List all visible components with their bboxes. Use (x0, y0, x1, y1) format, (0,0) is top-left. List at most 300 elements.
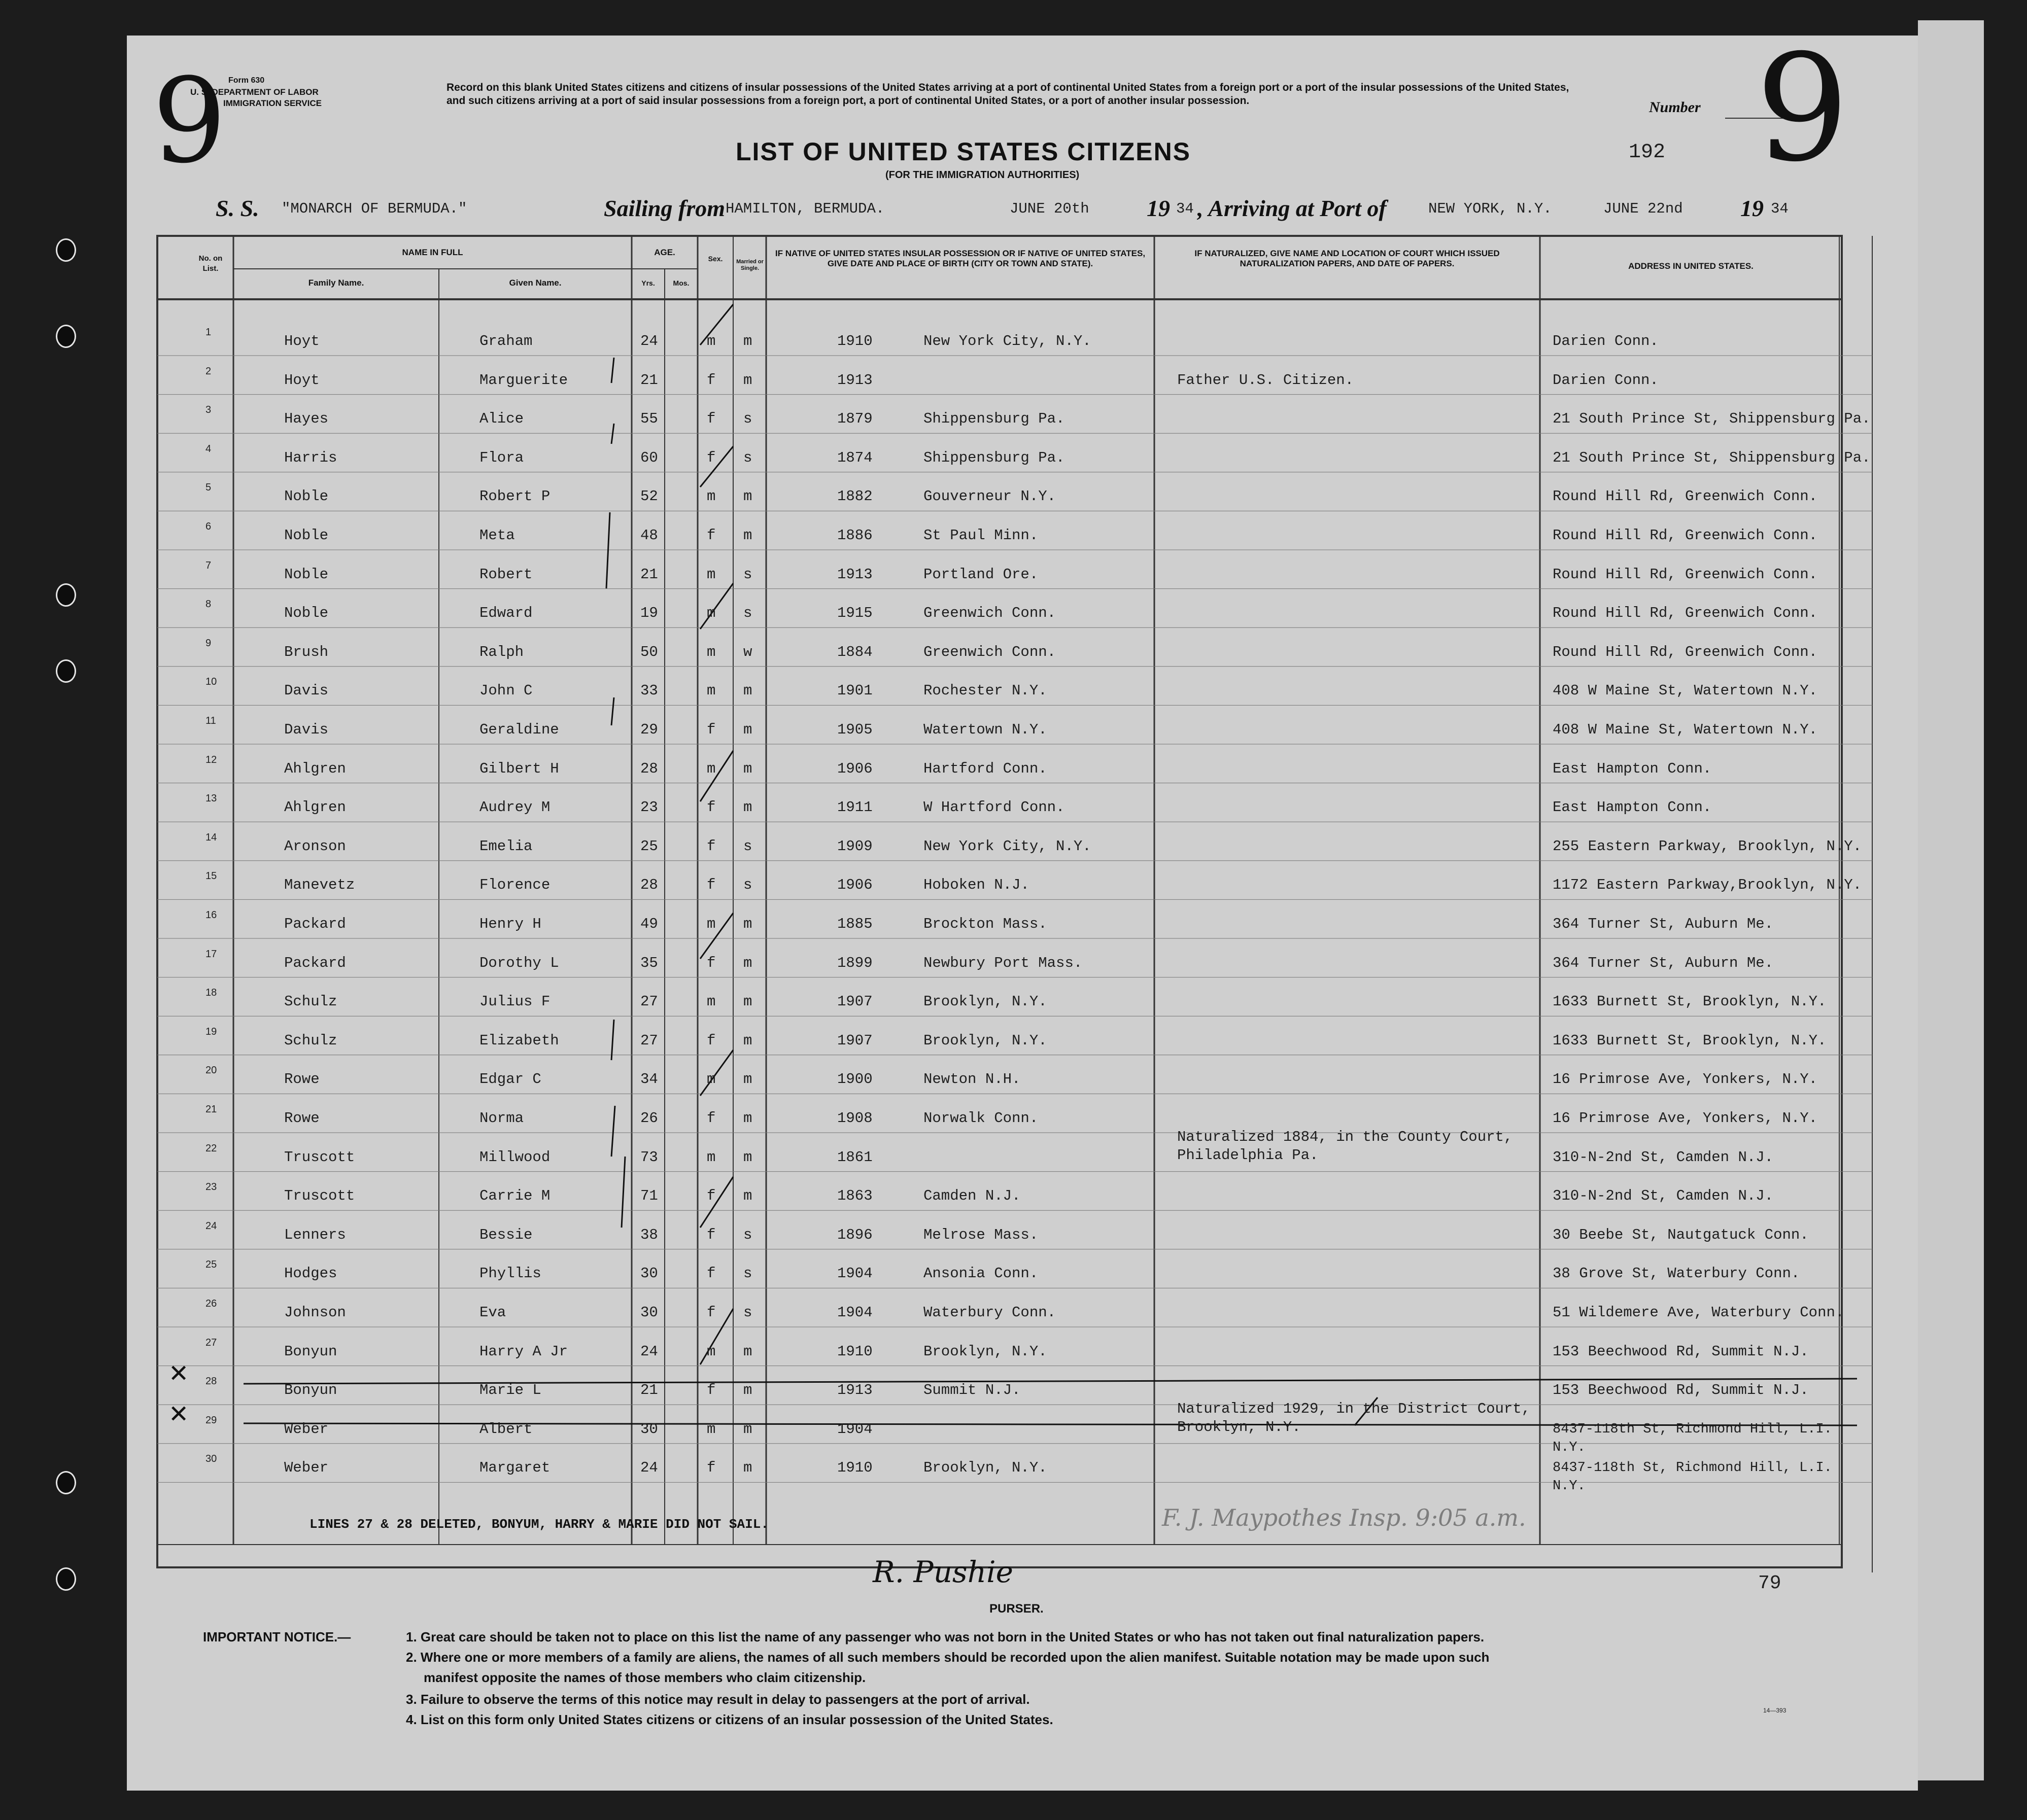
birth-year: 1901 (837, 682, 873, 699)
birth-year: 1886 (837, 527, 873, 544)
sex: f (707, 954, 716, 971)
row-number: 13 (205, 793, 217, 804)
family-name: Davis (284, 721, 329, 738)
birth-place: New York City, N.Y. (923, 837, 1091, 855)
age-years: 73 (640, 1148, 658, 1166)
age-years: 27 (640, 1032, 658, 1049)
birth-year: 1913 (837, 1382, 873, 1399)
birth-place: Gouverneur N.Y. (923, 488, 1056, 505)
marital-status: m (743, 1148, 752, 1166)
birth-place: Portland Ore. (923, 566, 1039, 583)
row-number: 12 (205, 754, 217, 765)
sex: m (707, 643, 716, 660)
marital-status: m (743, 682, 752, 699)
birth-year: 1915 (837, 605, 873, 622)
family-name: Harris (284, 449, 337, 466)
row-number: 5 (205, 482, 212, 494)
department-label: U. S. DEPARTMENT OF LABOR (190, 87, 319, 97)
header-naturalized: IF NATURALIZED, GIVE NAME AND LOCATION OF COURT WHICH ISSUED NATURALIZATION PAPERS, AND DATE OF PAPERS. (1194, 249, 1500, 268)
birth-year: 1910 (837, 1343, 873, 1360)
birth-place: W Hartford Conn. (923, 799, 1065, 816)
family-name: Hoyt (284, 333, 320, 349)
birth-place: Ansonia Conn. (923, 1265, 1039, 1282)
page-title: LIST OF UNITED STATES CITIZENS (736, 137, 1191, 166)
age-years: 26 (640, 1110, 658, 1127)
row-number: 4 (205, 443, 212, 454)
sex: f (707, 1110, 716, 1127)
table-row (0, 1453, 2027, 1497)
given-name: Flora (479, 449, 524, 466)
us-address: 8437-118th St, Richmond Hill, L.I. N.Y. (1553, 1421, 1832, 1455)
birth-year: 1896 (837, 1226, 873, 1243)
birth-place: New York City, N.Y. (923, 333, 1091, 349)
given-name: Edward (479, 605, 533, 622)
row-number: 23 (205, 1181, 217, 1193)
marital-status: s (743, 566, 752, 583)
family-name: Noble (284, 488, 329, 505)
us-address: Darien Conn. (1553, 371, 1659, 389)
family-name: Hayes (284, 410, 329, 428)
given-name: Audrey M (479, 799, 551, 816)
table-row (0, 404, 2027, 448)
given-name: Edgar C (479, 1071, 541, 1088)
sex: m (707, 566, 716, 583)
given-name: Elizabeth (479, 1032, 559, 1049)
given-name: Millwood (479, 1148, 551, 1166)
given-name: Ralph (479, 643, 524, 660)
row-number: 3 (205, 404, 212, 416)
family-name: Schulz (284, 993, 337, 1010)
row-number: 19 (205, 1026, 217, 1037)
family-name: Packard (284, 954, 346, 971)
birth-place: Brooklyn, N.Y. (923, 1032, 1047, 1049)
us-address: 310-N-2nd St, Camden N.J. (1553, 1148, 1774, 1166)
arriving-label: , Arriving at Port of (1197, 195, 1387, 221)
marital-status: m (743, 993, 752, 1010)
arrival-port: NEW YORK, N.Y. (1428, 200, 1552, 217)
purser-label: PURSER. (989, 1602, 1044, 1616)
table-row (0, 327, 2027, 371)
marital-status: w (743, 643, 752, 660)
marital-status: m (743, 1187, 752, 1205)
marital-status: m (743, 721, 752, 738)
family-name: Packard (284, 916, 346, 932)
sex: m (707, 682, 716, 699)
table-row (0, 1376, 2027, 1420)
sail-year-prefix: 19 (1147, 195, 1170, 221)
us-address: 1633 Burnett St, Brooklyn, N.Y. (1553, 1032, 1827, 1049)
us-address: 30 Beebe St, Nautgatuck Conn. (1553, 1226, 1809, 1243)
marital-status: m (743, 1032, 752, 1049)
given-name: Eva (479, 1304, 506, 1321)
marital-status: s (743, 1304, 752, 1321)
row-number: 25 (205, 1259, 217, 1271)
birth-year: 1911 (837, 799, 873, 816)
birth-place: Shippensburg Pa. (923, 449, 1065, 466)
sex: f (707, 1226, 716, 1243)
age-years: 30 (640, 1420, 658, 1438)
birth-place: Brooklyn, N.Y. (923, 1459, 1047, 1477)
sailing-from-label: Sailing from (604, 195, 726, 221)
table-row (0, 559, 2027, 604)
us-address: 1633 Burnett St, Brooklyn, N.Y. (1553, 993, 1827, 1010)
row-number: 7 (205, 559, 212, 571)
header-sex: Sex. (708, 255, 723, 263)
birth-place: Shippensburg Pa. (923, 410, 1065, 428)
sex: m (707, 1343, 716, 1360)
sex: f (707, 799, 716, 816)
sex: f (707, 410, 716, 428)
birth-place: Hartford Conn. (923, 760, 1047, 777)
age-years: 52 (640, 488, 658, 505)
given-name: Robert P (479, 488, 551, 505)
birth-year: 1904 (837, 1265, 873, 1282)
age-years: 24 (640, 333, 658, 349)
row-number: 1 (205, 327, 212, 338)
table-row (0, 754, 2027, 798)
age-years: 30 (640, 1265, 658, 1282)
form-instruction: Record on this blank United States citizens and citizens of insular possessions of the United States arriving at a port of continental United States from a foreign port or a port of the insular possessions of the United States, and such citizens arriving at a port of said insular possessions from a foreign port, a port of continental United States, or a port of another insular possession. (446, 82, 1569, 107)
age-years: 34 (640, 1071, 658, 1088)
us-address: East Hampton Conn. (1553, 760, 1712, 777)
marital-status: m (743, 799, 752, 816)
age-years: 38 (640, 1226, 658, 1243)
table-row (0, 1065, 2027, 1109)
given-name: Robert (479, 566, 533, 583)
us-address: 21 South Prince St, Shippensburg Pa. (1553, 410, 1871, 428)
given-name: Marguerite (479, 371, 568, 389)
age-years: 21 (640, 1382, 658, 1399)
handwritten-list-number: 9 (1756, 23, 1849, 194)
birth-year: 1907 (837, 993, 873, 1010)
given-name: Henry H (479, 916, 541, 932)
number-label: Number (1649, 99, 1701, 116)
ship-name: "MONARCH OF BERMUDA." (282, 200, 467, 217)
us-address: Round Hill Rd, Greenwich Conn. (1553, 566, 1818, 583)
us-address: 153 Beechwood Rd, Summit N.J. (1553, 1343, 1809, 1360)
row-number: 6 (205, 521, 212, 532)
family-name: Hodges (284, 1265, 337, 1282)
us-address: 16 Primrose Ave, Yonkers, N.Y. (1553, 1071, 1818, 1088)
sex: m (707, 605, 716, 622)
marital-status: s (743, 877, 752, 894)
given-name: Meta (479, 527, 515, 544)
family-name: Truscott (284, 1148, 355, 1166)
birth-place: Hoboken N.J. (923, 877, 1029, 894)
family-name: Johnson (284, 1304, 346, 1321)
birth-place: Camden N.J. (923, 1187, 1021, 1205)
birth-year: 1882 (837, 488, 873, 505)
age-years: 25 (640, 837, 658, 855)
family-name: Rowe (284, 1110, 320, 1127)
age-years: 29 (640, 721, 658, 738)
birth-place: Rochester N.Y. (923, 682, 1047, 699)
sex: f (707, 1459, 716, 1477)
notice-heading: IMPORTANT NOTICE.— (203, 1629, 351, 1644)
birth-year: 1874 (837, 449, 873, 466)
table-row (0, 1128, 2027, 1187)
given-name: Alice (479, 410, 524, 428)
birth-place: Newton N.H. (923, 1071, 1021, 1088)
marital-status: m (743, 1459, 752, 1477)
family-name: Noble (284, 527, 329, 544)
age-years: 60 (640, 449, 658, 466)
service-label: IMMIGRATION SERVICE (223, 98, 322, 108)
marital-status: s (743, 449, 752, 466)
row-number: 9 (205, 637, 212, 649)
marital-status: m (743, 1071, 752, 1088)
delete-mark-icon: ✕ (168, 1359, 189, 1388)
sex: m (707, 916, 716, 932)
us-address: 1172 Eastern Parkway,Brooklyn, N.Y. (1553, 877, 1862, 894)
given-name: John C (479, 682, 533, 699)
age-years: 30 (640, 1304, 658, 1321)
given-name: Graham (479, 333, 533, 349)
table-row (0, 987, 2027, 1031)
us-address: 16 Primrose Ave, Yonkers, N.Y. (1553, 1110, 1818, 1127)
table-row (0, 482, 2027, 526)
us-address: Round Hill Rd, Greenwich Conn. (1553, 605, 1818, 622)
given-name: Phyllis (479, 1265, 541, 1282)
given-name: Norma (479, 1110, 524, 1127)
sex: f (707, 1032, 716, 1049)
table-row (0, 1400, 2027, 1459)
form-code: 14—393 (1763, 1707, 1786, 1714)
sex: m (707, 760, 716, 777)
departure-date: JUNE 20th (1010, 200, 1089, 217)
given-name: Geraldine (479, 721, 559, 738)
row-number: 28 (205, 1376, 217, 1387)
table-row (0, 599, 2027, 643)
row-number: 29 (205, 1414, 217, 1426)
birth-year: 1863 (837, 1187, 873, 1205)
given-name: Carrie M (479, 1187, 551, 1205)
birth-year: 1910 (837, 333, 873, 349)
us-address: 408 W Maine St, Watertown N.Y. (1553, 682, 1818, 699)
row-number: 16 (205, 909, 217, 921)
birth-year: 1904 (837, 1304, 873, 1321)
family-name: Lenners (284, 1226, 346, 1243)
birth-year: 1906 (837, 877, 873, 894)
us-address: 21 South Prince St, Shippensburg Pa. (1553, 449, 1871, 466)
marital-status: m (743, 527, 752, 544)
birth-place: Brooklyn, N.Y. (923, 993, 1047, 1010)
birth-place: Greenwich Conn. (923, 605, 1056, 622)
age-years: 48 (640, 527, 658, 544)
birth-year: 1904 (837, 1420, 873, 1438)
given-name: Bessie (479, 1226, 533, 1243)
marital-status: s (743, 1226, 752, 1243)
row-number: 2 (205, 365, 212, 377)
header-address: ADDRESS IN UNITED STATES. (1628, 261, 1754, 271)
marital-status: s (743, 410, 752, 428)
header-married-single: Married or Single. (736, 259, 764, 271)
delete-mark-icon: ✕ (168, 1400, 189, 1428)
family-name: Bonyun (284, 1382, 337, 1399)
sex: m (707, 488, 716, 505)
row-number: 17 (205, 948, 217, 960)
sex: f (707, 1382, 716, 1399)
row-number: 27 (205, 1337, 217, 1348)
age-years: 23 (640, 799, 658, 816)
purser-signature: R. Pushie (873, 1555, 1013, 1589)
given-name: Emelia (479, 837, 533, 855)
given-name: Marie L (479, 1382, 541, 1399)
sex: f (707, 1304, 716, 1321)
marital-status: s (743, 605, 752, 622)
birth-year: 1909 (837, 837, 873, 855)
marital-status: m (743, 1382, 752, 1399)
marital-status: m (743, 1420, 752, 1438)
family-name: Brush (284, 643, 329, 660)
deleted-lines-note: LINES 27 & 28 DELETED, BONYUM, HARRY & MARIE DID NOT SAIL. (310, 1517, 769, 1532)
sex: m (707, 333, 716, 349)
sex: f (707, 877, 716, 894)
us-address: 364 Turner St, Auburn Me. (1553, 954, 1774, 971)
sex: f (707, 1265, 716, 1282)
naturalization: Naturalized 1929, in the District Court, Brooklyn, N.Y. (1177, 1400, 1531, 1436)
us-address: East Hampton Conn. (1553, 799, 1712, 816)
age-years: 71 (640, 1187, 658, 1205)
age-years: 55 (640, 410, 658, 428)
header-given-name: Given Name. (509, 278, 562, 288)
sail-year: 34 (1176, 200, 1194, 217)
birth-place: Brockton Mass. (923, 916, 1047, 932)
row-number: 15 (205, 870, 217, 882)
header-years: Yrs. (641, 279, 655, 287)
us-address: 8437-118th St, Richmond Hill, L.I. N.Y. (1553, 1460, 1832, 1494)
table-row (0, 637, 2027, 682)
us-address: 364 Turner St, Auburn Me. (1553, 916, 1774, 932)
birth-place: Greenwich Conn. (923, 643, 1056, 660)
birth-place: Newbury Port Mass. (923, 954, 1083, 971)
naturalization: Father U.S. Citizen. (1177, 371, 1354, 389)
sex: f (707, 837, 716, 855)
arrival-date: JUNE 22nd (1603, 200, 1683, 217)
ss-label: S. S. (216, 195, 259, 221)
header-family-name: Family Name. (308, 278, 364, 288)
sex: m (707, 1420, 716, 1438)
row-number: 21 (205, 1104, 217, 1115)
age-years: 33 (640, 682, 658, 699)
age-years: 28 (640, 877, 658, 894)
birth-year: 1913 (837, 566, 873, 583)
given-name: Florence (479, 877, 551, 894)
age-years: 24 (640, 1459, 658, 1477)
notice-1: 1. Great care should be taken not to place on this list the name of any passenger who was not born in the United States or who has not taken out final naturalization papers. (406, 1629, 1485, 1644)
table-row (0, 676, 2027, 720)
naturalization: Naturalized 1884, in the County Court, Philadelphia Pa. (1177, 1128, 1513, 1164)
birth-place: Melrose Mass. (923, 1226, 1039, 1243)
family-name: Noble (284, 605, 329, 622)
table-row (0, 521, 2027, 565)
table-row (0, 1337, 2027, 1381)
us-address: 51 Wildemere Ave, Waterbury Conn. (1553, 1304, 1844, 1321)
corner-handwritten-number: 9 (152, 54, 227, 189)
us-address: 153 Beechwood Rd, Summit N.J. (1553, 1382, 1809, 1399)
table-row (0, 715, 2027, 759)
family-name: Weber (284, 1459, 329, 1477)
table-row (0, 1259, 2027, 1303)
birth-year: 1908 (837, 1110, 873, 1127)
sex: f (707, 527, 716, 544)
given-name: Harry A Jr (479, 1343, 568, 1360)
row-number: 22 (205, 1142, 217, 1154)
age-years: 24 (640, 1343, 658, 1360)
birth-year: 1884 (837, 643, 873, 660)
family-name: Davis (284, 682, 329, 699)
sex: f (707, 371, 716, 389)
age-years: 19 (640, 605, 658, 622)
sex: f (707, 721, 716, 738)
row-number: 14 (205, 831, 217, 843)
family-name: Truscott (284, 1187, 355, 1205)
given-name: Albert (479, 1420, 533, 1438)
family-name: Ahlgren (284, 799, 346, 816)
notice-2-cont: manifest opposite the names of those members who claim citizenship. (424, 1670, 866, 1685)
family-name: Ahlgren (284, 760, 346, 777)
family-name: Manevetz (284, 877, 355, 894)
arrival-year-prefix: 19 (1740, 195, 1764, 221)
age-years: 49 (640, 916, 658, 932)
sex: f (707, 449, 716, 466)
marital-status: s (743, 837, 752, 855)
birth-place: St Paul Minn. (923, 527, 1039, 544)
birth-year: 1910 (837, 1459, 873, 1477)
form-number: Form 630 (228, 76, 265, 85)
birth-place: Norwalk Conn. (923, 1110, 1039, 1127)
age-years: 28 (640, 760, 658, 777)
notice-2: 2. Where one or more members of a family are aliens, the names of all such members should be recorded upon the alien manifest. Suitable notation may be made upon such (406, 1650, 1490, 1665)
row-number: 20 (205, 1065, 217, 1076)
marital-status: m (743, 1110, 752, 1127)
table-row (0, 793, 2027, 837)
row-number: 24 (205, 1220, 217, 1232)
given-name: Dorothy L (479, 954, 559, 971)
marital-status: m (743, 371, 752, 389)
marital-status: m (743, 916, 752, 932)
sex: m (707, 1071, 716, 1088)
marital-status: m (743, 1343, 752, 1360)
birth-year: 1900 (837, 1071, 873, 1088)
row-number: 18 (205, 987, 217, 999)
marital-status: m (743, 333, 752, 349)
marital-status: m (743, 954, 752, 971)
us-address: Round Hill Rd, Greenwich Conn. (1553, 488, 1818, 505)
age-years: 21 (640, 371, 658, 389)
row-number: 8 (205, 599, 212, 610)
header-no-on-list: No. on List. (198, 254, 223, 273)
birth-year: 1899 (837, 954, 873, 971)
us-address: Darien Conn. (1553, 333, 1659, 349)
age-years: 35 (640, 954, 658, 971)
table-row (0, 1181, 2027, 1226)
birth-year: 1879 (837, 410, 873, 428)
given-name: Margaret (479, 1459, 551, 1477)
family-name: Schulz (284, 1032, 337, 1049)
departure-port: HAMILTON, BERMUDA. (726, 200, 885, 217)
row-number: 30 (205, 1453, 217, 1465)
table-row (0, 365, 2027, 410)
notice-4: 4. List on this form only United States citizens or citizens of an insular possession of the United States. (406, 1712, 1053, 1727)
birth-year: 1906 (837, 760, 873, 777)
birth-year: 1885 (837, 916, 873, 932)
age-years: 27 (640, 993, 658, 1010)
row-number: 26 (205, 1298, 217, 1309)
page-subtitle: (FOR THE IMMIGRATION AUTHORITIES) (885, 169, 1080, 181)
marital-status: s (743, 1265, 752, 1282)
birth-place: Brooklyn, N.Y. (923, 1343, 1047, 1360)
